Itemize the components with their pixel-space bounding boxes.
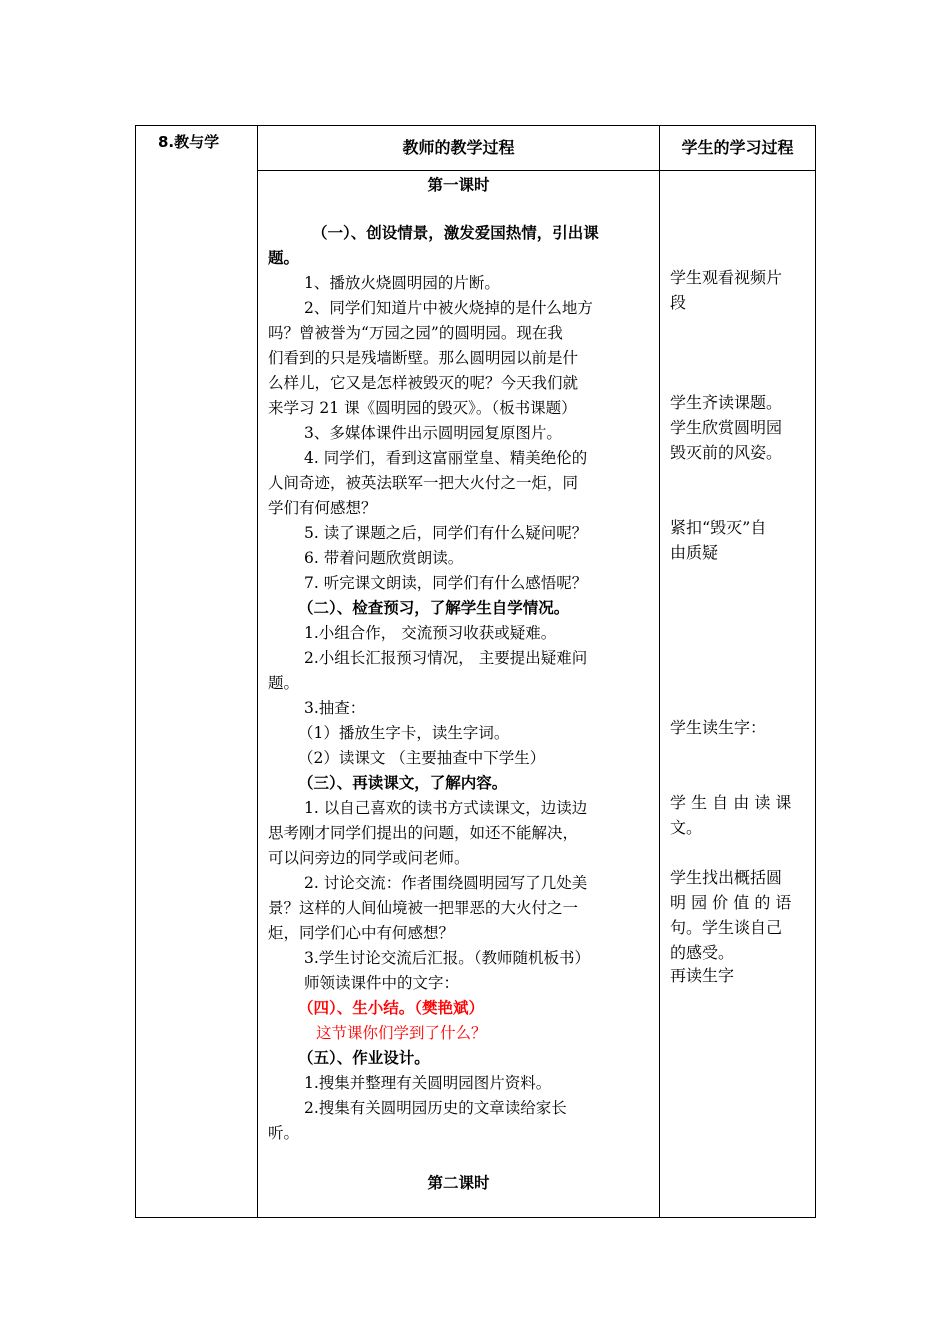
text-line: 么样儿，它又是怎样被毁灭的呢？今天我们就 — [268, 374, 579, 392]
lesson-plan-table — [135, 125, 816, 1218]
text-line: 听。 — [268, 1124, 300, 1142]
text-line: 2、同学们知道片中被火烧掉的是什么地方 — [304, 299, 593, 317]
student-note: 毁灭前的风姿。 — [670, 443, 783, 462]
lesson-two-title: 第二课时 — [427, 1174, 490, 1192]
text-line: 4. 同学们，看到这富丽堂皇、精美绝伦的 — [304, 449, 588, 467]
student-note: 明 园 价 值 的 语 — [670, 893, 792, 912]
student-note: 紧扣“毁灭”自 — [670, 518, 767, 537]
text-line: 思考刚才同学们提出的问题，如还不能解决， — [268, 824, 579, 842]
step-four-heading: （四）、生小结。（樊艳斌） — [298, 999, 485, 1017]
summary-question: 这节课你们学到了什么？ — [316, 1024, 487, 1042]
text-line: 2.搜集有关圆明园历史的文章读给家长 — [304, 1099, 567, 1117]
text-line: （1）播放生字卡，读生字词。 — [298, 724, 510, 742]
student-note: 再读生字 — [670, 966, 735, 985]
text-line: 3、多媒体课件出示圆明园复原图片。 — [304, 424, 562, 442]
student-note: 学生欣赏圆明园 — [670, 418, 783, 437]
text-line: 7. 听完课文朗读，同学们有什么感悟呢？ — [304, 574, 588, 592]
text-line: 3.学生讨论交流后汇报。（教师随机板书） — [304, 949, 591, 967]
text-line: 3.抽查： — [304, 699, 366, 717]
teacher-process-header: 教师的教学过程 — [402, 138, 515, 157]
text-line: 炬，同学们心中有何感想？ — [268, 924, 455, 942]
student-process-header: 学生的学习过程 — [681, 138, 794, 157]
teacher-process-cell — [258, 171, 660, 1218]
section-label-cell — [136, 126, 258, 1218]
student-note: 学生观看视频片 — [670, 268, 783, 287]
student-note: 学生找出概括圆 — [670, 868, 783, 887]
text-line: 可以问旁边的同学或问老师。 — [268, 849, 470, 867]
text-line: 题。 — [268, 674, 300, 692]
student-note: 句。学生谈自己 — [670, 918, 783, 937]
text-line: 5. 读了课题之后，同学们有什么疑问呢？ — [304, 524, 588, 542]
text-line: 来学习 21 课《圆明园的毁灭》。（板书课题） — [268, 399, 577, 417]
section-label: 8.教与学 — [158, 133, 220, 151]
step-one-heading: （一）、创设情景，激发爱国热情，引出课 — [312, 224, 599, 242]
step-two-heading: （二）、检查预习，了解学生自学情况。 — [298, 599, 570, 617]
text-line: 景？这样的人间仙境被一把罪恶的大火付之一 — [268, 899, 579, 917]
step-three-heading: （三）、再读课文，了解内容。 — [298, 774, 508, 792]
text-line: 1. 以自己喜欢的读书方式读课文，边读边 — [304, 799, 588, 817]
text-line: 们看到的只是残墙断壁。那么圆明园以前是什 — [268, 349, 579, 367]
lesson-one-title: 第一课时 — [427, 176, 490, 194]
text-line: 人间奇迹，被英法联军一把大火付之一炬，同 — [268, 474, 579, 492]
student-note: 学生齐读课题。 — [670, 393, 783, 412]
text-line: 1.搜集并整理有关圆明园图片资料。 — [304, 1074, 552, 1092]
student-note: 由质疑 — [670, 543, 719, 562]
text-line: 师领读课件中的文字： — [304, 974, 460, 992]
text-line: 1、播放火烧圆明园的片断。 — [304, 274, 500, 292]
text-line: 2.小组长汇报预习情况， 主要提出疑难问 — [304, 649, 588, 667]
student-note: 段 — [670, 293, 687, 312]
text-line: 学们有何感想？ — [268, 499, 377, 517]
student-note: 学 生 自 由 读 课 — [670, 793, 792, 812]
student-note: 的感受。 — [670, 943, 735, 962]
text-line: 1.小组合作， 交流预习收获或疑难。 — [304, 624, 557, 642]
student-header-cell — [660, 126, 816, 171]
text-line: 6. 带着问题欣赏朗读。 — [304, 549, 464, 567]
student-note: 学生读生字： — [670, 718, 767, 737]
text-line: 2. 讨论交流：作者围绕圆明园写了几处美 — [304, 874, 588, 892]
step-one-heading-cont: 题。 — [268, 249, 300, 267]
teacher-header-cell — [258, 126, 660, 171]
step-five-heading: （五）、作业设计。 — [298, 1049, 430, 1067]
student-note: 文。 — [670, 818, 703, 837]
text-line: 吗？曾被誉为“万园之园”的圆明园。现在我 — [268, 324, 563, 342]
text-line: （2）读课文 （主要抽查中下学生） — [298, 749, 546, 767]
header-row — [136, 126, 816, 171]
student-process-cell — [660, 171, 816, 1218]
